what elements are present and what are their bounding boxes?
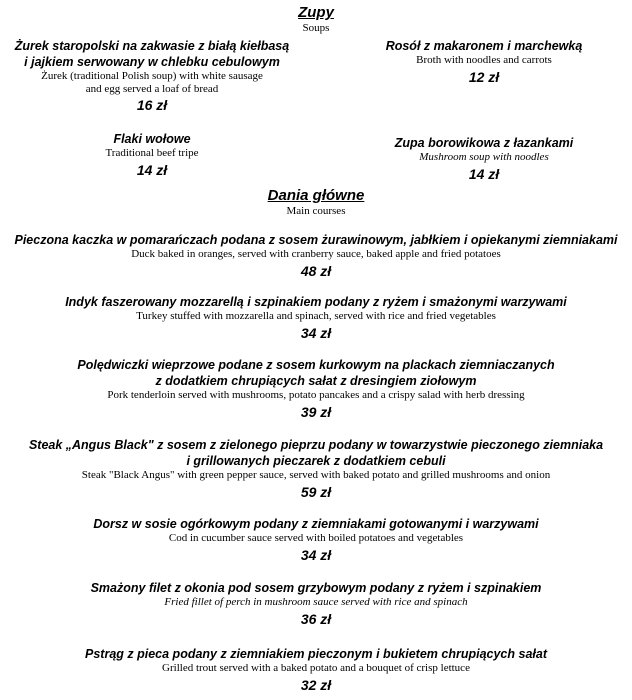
mains-title: Dania główne <box>267 187 365 204</box>
soup-item-zurek <box>2 38 302 114</box>
dish-description: Żurek (traditional Polish soup) with white sausage and egg served a loaf of bread <box>41 70 263 95</box>
dish-price: 39 zł <box>300 403 332 420</box>
dish-price: 34 zł <box>300 546 332 563</box>
dish-name: Polędwiczki wieprzowe podane z sosem kurkowym na plackach ziemniaczanych z dodatkiem chrupiących sałat z dresingiem ziołowym <box>77 358 555 388</box>
dish-name: Rosół z makaronem i marchewką <box>385 39 583 53</box>
dish-description: Broth with noodles and carrots <box>416 54 552 66</box>
dish-name: Indyk faszerowany mozzarellą i szpinakiem podany z ryżem i smażonymi warzywami <box>65 295 567 309</box>
dish-name: Żurek staropolski na zakwasie z białą kiełbasą i jajkiem serwowany w chlebku cebulowym <box>14 39 290 69</box>
soup-item-borowikowa <box>336 135 632 183</box>
dish-description: Turkey stuffed with mozzarella and spinach, served with rice and fried vegetables <box>136 310 496 322</box>
dish-description: Pork tenderloin served with mushrooms, potato pancakes and a crispy salad with herb dressing <box>107 389 525 401</box>
mains-subtitle: Main courses <box>286 205 346 217</box>
dish-name: Dorsz w sosie ogórkowym podany z ziemniakami gotowanymi i warzywami <box>93 517 539 531</box>
main-item-okon <box>4 580 628 628</box>
dish-description: Cod in cucumber sauce served with boiled potatoes and vegetables <box>168 532 464 544</box>
main-item-steak <box>4 437 628 501</box>
soup-item-flaki <box>2 131 302 179</box>
soup-item-rosol <box>336 38 632 86</box>
dish-price: 16 zł <box>136 97 168 113</box>
dish-price: 34 zł <box>300 324 332 341</box>
dish-name: Zupa borowikowa z łazankami <box>394 136 574 150</box>
dish-name: Flaki wołowe <box>113 132 191 146</box>
dish-price: 59 zł <box>300 483 332 500</box>
soups-title: Zupy <box>298 4 334 21</box>
dish-price: 36 zł <box>300 610 332 627</box>
dish-price: 12 zł <box>468 68 500 85</box>
dish-description: Fried fillet of perch in mushroom sauce served with rice and spinach <box>164 596 468 608</box>
main-item-kaczka <box>4 232 628 280</box>
main-item-dorsz <box>4 516 628 564</box>
dish-description: Mushroom soup with noodles <box>419 151 549 163</box>
dish-price: 14 zł <box>136 161 168 178</box>
dish-price: 32 zł <box>300 676 332 693</box>
dish-description: Grilled trout served with a baked potato and a bouquet of crisp lettuce <box>162 662 470 674</box>
dish-price: 14 zł <box>468 165 500 182</box>
main-item-pstrag <box>4 646 628 694</box>
soups-subtitle: Soups <box>302 22 330 34</box>
dish-description: Traditional beef tripe <box>105 147 199 159</box>
dish-price: 48 zł <box>300 262 332 279</box>
dish-description: Duck baked in oranges, served with cranberry sauce, baked apple and fried potatoes <box>131 248 501 260</box>
dish-name: Pieczona kaczka w pomarańczach podana z sosem żurawinowym, jabłkiem i opiekanymi ziemniakami <box>14 233 618 247</box>
dish-name: Steak „Angus Black" z sosem z zielonego pieprzu podany w towarzystwie pieczonego ziemniaka i grillowanych pieczarek z dodatkiem cebuli <box>28 438 604 468</box>
dish-description: Steak "Black Angus" with green pepper sauce, served with baked potato and grilled mushrooms and onion <box>81 469 551 481</box>
dish-name: Pstrąg z pieca podany z ziemniakiem pieczonym i bukietem chrupiących sałat <box>85 647 547 661</box>
dish-name: Smażony filet z okonia pod sosem grzybowym podany z ryżem i szpinakiem <box>90 581 542 595</box>
main-item-poledwiczki <box>4 357 628 421</box>
main-item-indyk <box>4 294 628 342</box>
